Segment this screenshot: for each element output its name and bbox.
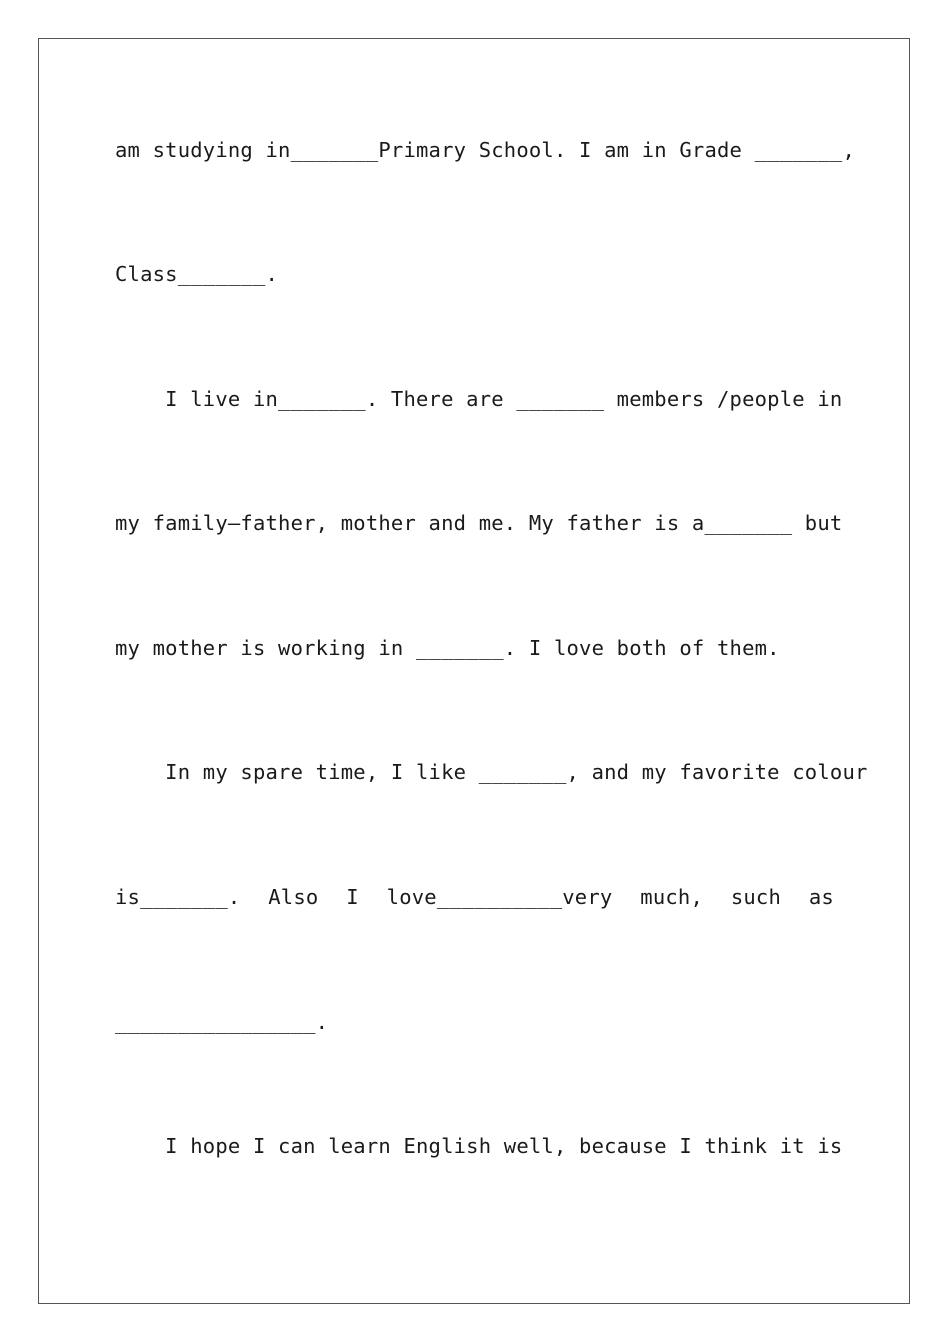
text-line-2: Class_______. bbox=[115, 262, 279, 286]
word: such bbox=[730, 885, 782, 909]
text-line-5: my mother is working in _______. I love both of them. bbox=[115, 636, 780, 660]
text-line-8: ________________. bbox=[115, 1010, 329, 1034]
page-border bbox=[38, 38, 910, 1304]
word: I bbox=[346, 885, 359, 909]
word: is_______. bbox=[115, 885, 241, 909]
text-line-3: I live in_______. There are _______ members /people in bbox=[115, 387, 843, 411]
word: love__________very bbox=[386, 885, 613, 909]
word: much, bbox=[640, 885, 703, 909]
text-line-9: I hope I can learn English well, because I think it is bbox=[115, 1134, 843, 1158]
word: as bbox=[808, 885, 834, 909]
word: Also bbox=[268, 885, 319, 909]
text-line-7 bbox=[115, 885, 834, 909]
text-line-1: am studying in_______Primary School. I am in Grade _______, bbox=[115, 138, 855, 162]
text-line-4: my family—father, mother and me. My father is a_______ but bbox=[115, 511, 843, 535]
text-line-6: In my spare time, I like _______, and my favorite colour bbox=[115, 760, 868, 784]
